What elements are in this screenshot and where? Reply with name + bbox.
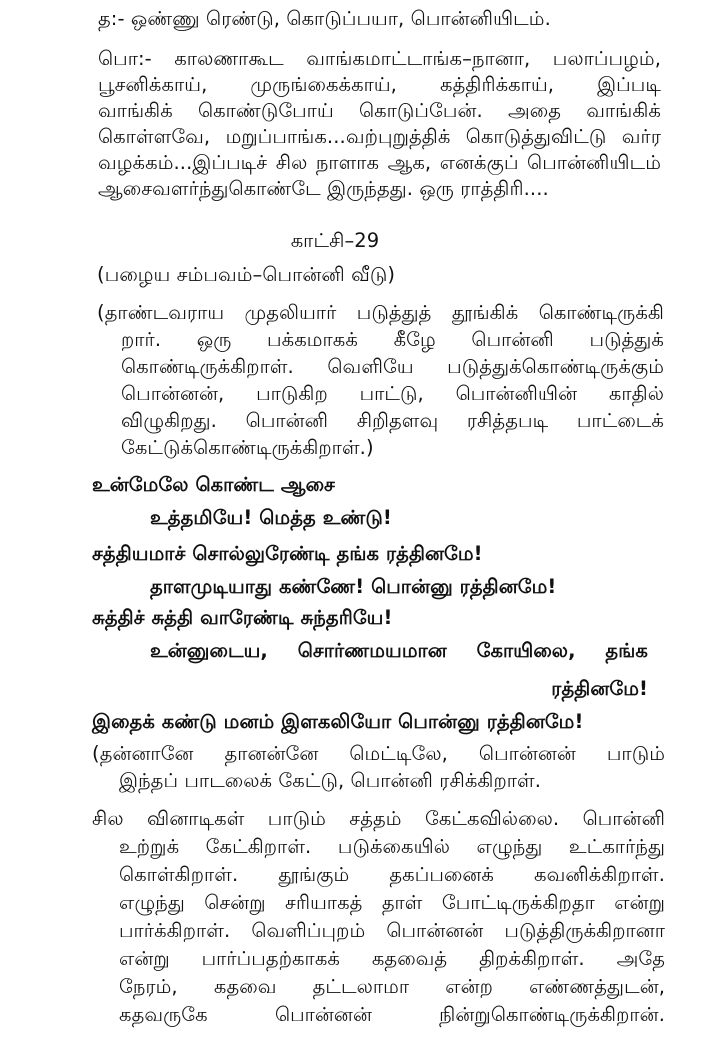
song-line: உன்னுடைய, சொர்ணமயமான கோயிலை, தங்க: [150, 639, 648, 662]
stage-direction-line: விழுகிறது. பொன்னி சிறிதளவு ரசித்தபடி பாட்டைக்: [121, 409, 664, 432]
closing-line: சில வினாடிகள் பாடும் சத்தம் கேட்கவில்லை. பொன்னி: [92, 807, 665, 830]
closing-line: கொள்கிறாள். தூங்கும் தகப்பனைக் கவனிக்கிறாள்.: [119, 863, 665, 886]
after-song-line: (தன்னானே தானன்னே மெட்டிலே, பொன்னன் பாடும்: [92, 742, 665, 765]
dialogue-po-line: பொ:- காலணாகூட வாங்கமாட்டாங்க–நானா, பலாப்பழம்,: [98, 47, 661, 70]
scene-heading: காட்சி–29: [290, 229, 380, 252]
closing-line: உற்றுக் கேட்கிறாள். படுக்கையில் எழுந்து உட்கார்ந்து: [119, 835, 665, 858]
dialogue-po-line: வழக்கம்...இப்படிச் சில நாளாக ஆக, எனக்குப் பொன்னியிடம்: [98, 151, 661, 174]
after-song-line: இந்தப் பாடலைக் கேட்டு, பொன்னி ரசிக்கிறாள்.: [119, 769, 542, 792]
song-line: உத்தமியே! மெத்த உண்டு!: [150, 506, 392, 529]
song-line: உன்மேலே கொண்ட ஆசை: [92, 473, 335, 496]
closing-line: கதவருகே பொன்னன் நின்றுகொண்டிருக்கிறான்.: [119, 1003, 665, 1026]
song-line: தாளமுடியாது கண்ணே! பொன்னு ரத்தினமே!: [150, 575, 557, 598]
song-line: சுத்திச் சுத்தி வாரேண்டி சுந்தரியே!: [92, 606, 393, 629]
stage-direction-line: பொன்னன், பாடுகிற பாட்டு, பொன்னியின் காதில்: [121, 382, 664, 405]
dialogue-po-line: வாங்கிக் கொண்டுபோய் கொடுப்பேன். அதை வாங்கிக்: [98, 99, 661, 122]
song-line: இதைக் கண்டு மனம் இளகலியோ பொன்னு ரத்தினமே!: [92, 710, 584, 733]
stage-direction-line: கொண்டிருக்கிறாள். வெளியே படுத்துக்கொண்டிருக்கும்: [121, 355, 664, 378]
stage-direction-line: றார். ஒரு பக்கமாகக் கீழே பொன்னி படுத்துக்: [121, 328, 664, 351]
dialogue-po-line: கொள்ளவே, மறுப்பாங்க...வற்புறுத்திக் கொடுத்துவிட்டு வர்ர: [98, 125, 661, 148]
dialogue-t-line: த:- ஒண்ணு ரெண்டு, கொடுப்பயா, பொன்னியிடம்.: [98, 7, 551, 30]
dialogue-po-line: ஆசைவளர்ந்துகொண்டே இருந்தது. ஒரு ராத்திரி....: [98, 177, 549, 200]
closing-line: எழுந்து சென்று சரியாகத் தாள் போட்டிருக்கிறதா என்று: [119, 891, 665, 914]
song-line: சத்தியமாச் சொல்லுரேண்டி தங்க ரத்தினமே!: [92, 542, 483, 565]
song-line: ரத்தினமே!: [551, 677, 648, 700]
scene-subtitle: (பழைய சம்பவம்–பொன்னி வீடு): [97, 263, 396, 286]
closing-line: பார்க்கிறாள். வெளிப்புறம் பொன்னன் படுத்திருக்கிறானா: [119, 919, 665, 942]
closing-line: என்று பார்ப்பதற்காகக் கதவைத் திறக்கிறாள். அதே: [119, 947, 665, 970]
dialogue-po-line: பூசனிக்காய், முருங்கைக்காய், கத்திரிக்காய், இப்படி: [98, 73, 661, 96]
stage-direction-line: (தாண்டவராய முதலியார் படுத்துத் தூங்கிக் கொண்டிருக்கி: [97, 301, 664, 324]
closing-line: நேரம், கதவை தட்டலாமா என்ற எண்ணத்துடன்,: [119, 975, 665, 998]
stage-direction-line: கேட்டுக்கொண்டிருக்கிறாள்.): [121, 436, 374, 459]
